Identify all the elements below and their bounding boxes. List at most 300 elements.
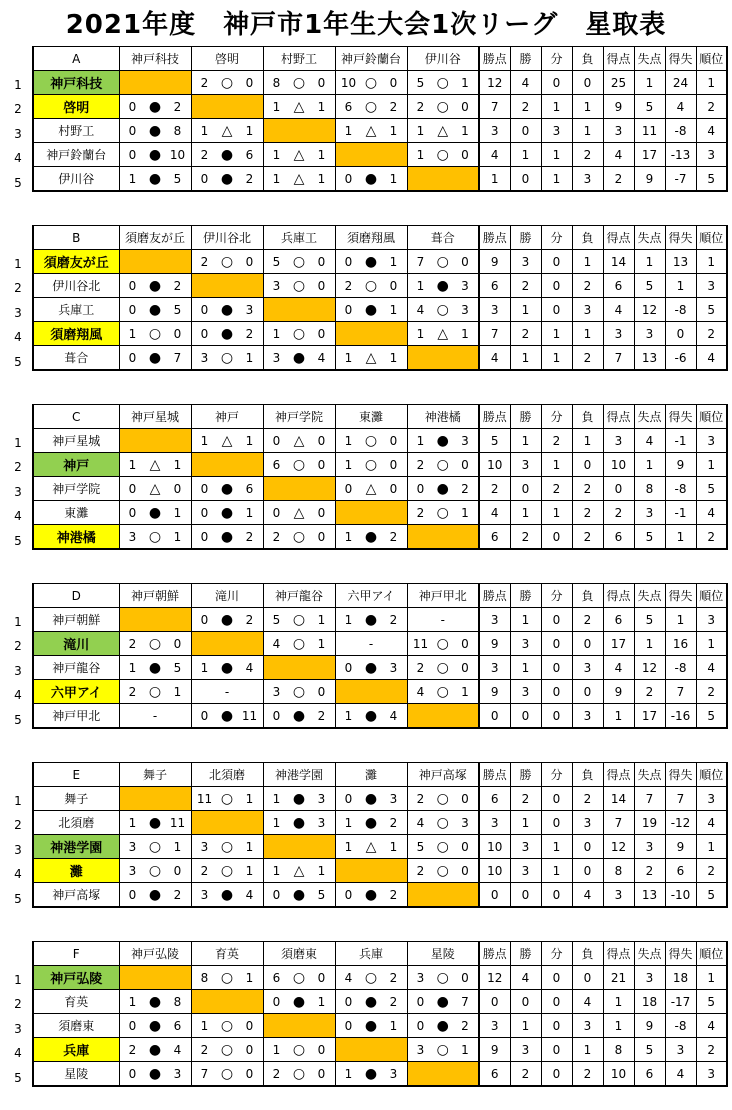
score-against: 0 <box>461 457 469 472</box>
stat-cell: 10 <box>479 453 510 477</box>
column-header-stat: 勝 <box>510 405 541 429</box>
stat-cell: 10 <box>479 835 510 859</box>
stat-cell: 7 <box>634 787 665 811</box>
match-result-cell <box>119 1014 191 1038</box>
team-name: 神戸龍谷 <box>33 656 119 680</box>
table-row <box>33 477 727 501</box>
row-number: 5 <box>14 892 22 906</box>
column-header-team: 舞子 <box>119 763 191 787</box>
match-result-cell <box>119 95 191 119</box>
match-result-cell <box>191 966 263 990</box>
team-name: 伊川谷 <box>33 167 119 192</box>
score-for: 2 <box>272 1066 281 1081</box>
row-number: 3 <box>14 126 22 141</box>
score-for: 0 <box>272 708 281 723</box>
stat-cell: 8 <box>603 859 634 883</box>
stat-cell: 0 <box>510 119 541 143</box>
score-against: 3 <box>461 815 469 830</box>
loss-mark-icon: ● <box>148 277 162 294</box>
row-number: 1 <box>14 793 22 808</box>
table-row <box>33 656 727 680</box>
stat-cell: 0 <box>479 704 510 729</box>
score-for: 3 <box>200 887 209 902</box>
table-row <box>33 322 727 346</box>
stat-cell: 1 <box>510 1014 541 1038</box>
column-header-team: 神戸学院 <box>263 405 335 429</box>
stat-cell: 24 <box>665 71 696 95</box>
score-against: 3 <box>461 302 469 317</box>
score-against: 0 <box>461 636 469 651</box>
score-for: 4 <box>416 815 425 830</box>
score-for: 0 <box>416 1018 425 1033</box>
match-result-cell <box>335 274 407 298</box>
loss-mark-icon: ● <box>148 659 162 676</box>
draw-mark-icon: △ <box>365 480 377 497</box>
score-against: 1 <box>173 684 182 699</box>
stat-cell: 5 <box>634 608 665 632</box>
match-result-cell <box>407 429 479 453</box>
self-match-cell <box>119 608 191 632</box>
column-header-stat: 分 <box>541 405 572 429</box>
match-result-cell <box>263 704 335 729</box>
loss-mark-icon: ● <box>220 707 234 724</box>
stat-cell: 0 <box>510 883 541 908</box>
stat-cell: 12 <box>634 298 665 322</box>
stat-cell: 2 <box>541 429 572 453</box>
score-for: 2 <box>200 75 209 90</box>
score-for: 1 <box>416 147 425 162</box>
stat-cell: 25 <box>603 71 634 95</box>
stat-cell: 1 <box>696 453 727 477</box>
match-result-cell <box>335 656 407 680</box>
loss-mark-icon: ● <box>148 1065 162 1082</box>
win-mark-icon: ○ <box>292 74 306 91</box>
score-against: 2 <box>389 612 398 627</box>
group-label: E <box>33 763 119 787</box>
team-name: 神戸星城 <box>33 429 119 453</box>
table-row <box>33 608 727 632</box>
stat-cell: 6 <box>603 274 634 298</box>
self-match-cell <box>263 298 335 322</box>
self-match-cell <box>119 429 191 453</box>
score-for: 0 <box>272 887 281 902</box>
match-result-cell <box>335 453 407 477</box>
team-name: 兵庫工 <box>33 298 119 322</box>
score-for: 3 <box>128 839 137 854</box>
self-match-cell <box>191 453 263 477</box>
stat-cell: 0 <box>541 1062 572 1087</box>
column-header-team: 神戸 <box>191 405 263 429</box>
stat-cell: 2 <box>572 1062 603 1087</box>
stat-cell: 1 <box>572 119 603 143</box>
match-result-cell <box>335 787 407 811</box>
score-against: 1 <box>245 970 254 985</box>
team-name: 須磨東 <box>33 1014 119 1038</box>
match-result-cell <box>191 119 263 143</box>
table-row <box>33 119 727 143</box>
match-result-cell <box>335 835 407 859</box>
stat-cell: 2 <box>572 346 603 371</box>
stat-cell: 3 <box>665 1038 696 1062</box>
row-number: 3 <box>14 663 22 678</box>
score-for: 1 <box>344 708 353 723</box>
score-against: 1 <box>245 505 254 520</box>
column-header-stat: 順位 <box>696 47 727 71</box>
score-for: 0 <box>200 612 209 627</box>
table-row <box>33 167 727 192</box>
stat-cell: 2 <box>696 95 727 119</box>
stat-cell: 0 <box>541 811 572 835</box>
score-against: 2 <box>389 815 398 830</box>
score-against: 11 <box>169 815 186 830</box>
win-mark-icon: ○ <box>436 253 449 270</box>
score-against: 1 <box>389 171 398 186</box>
score-for: 1 <box>344 1066 353 1081</box>
group-table-f <box>32 941 728 1087</box>
stat-cell: 3 <box>510 632 541 656</box>
score-against: 1 <box>389 839 398 854</box>
column-header-team: 星陵 <box>407 942 479 966</box>
score-for: 0 <box>344 481 353 496</box>
stat-cell: 10 <box>479 859 510 883</box>
stat-cell: 9 <box>479 680 510 704</box>
stat-cell: 4 <box>696 1014 727 1038</box>
match-result-cell <box>335 883 407 908</box>
win-mark-icon: ○ <box>220 790 234 807</box>
match-result-cell <box>335 1062 407 1087</box>
stat-cell: 6 <box>665 859 696 883</box>
match-result-cell <box>407 477 479 501</box>
win-mark-icon: ○ <box>148 838 162 855</box>
score-against: 2 <box>389 994 398 1009</box>
match-result-cell <box>191 525 263 550</box>
stat-cell: 1 <box>696 250 727 274</box>
win-mark-icon: ○ <box>364 98 378 115</box>
win-mark-icon: ○ <box>292 325 306 342</box>
stat-cell: 2 <box>696 525 727 550</box>
score-for: 1 <box>272 791 281 806</box>
self-match-cell <box>335 859 407 883</box>
score-for: 0 <box>128 481 137 496</box>
stat-cell: 4 <box>510 71 541 95</box>
score-against: 0 <box>389 457 398 472</box>
stat-cell: 12 <box>479 71 510 95</box>
score-for: 1 <box>416 433 425 448</box>
score-against: 2 <box>317 708 326 723</box>
table-row <box>33 1062 727 1087</box>
score-for: 5 <box>272 254 281 269</box>
score-against: 0 <box>317 433 326 448</box>
score-against: 0 <box>317 326 326 341</box>
stat-cell: 3 <box>479 811 510 835</box>
match-result-cell <box>407 656 479 680</box>
row-number: 2 <box>14 818 22 833</box>
score-against: 1 <box>245 350 254 365</box>
column-header-stat: 順位 <box>696 942 727 966</box>
self-match-cell <box>407 883 479 908</box>
stat-cell: 12 <box>479 966 510 990</box>
column-header-stat: 得点 <box>603 584 634 608</box>
table-row <box>33 811 727 835</box>
loss-mark-icon: ● <box>220 301 234 318</box>
loss-mark-icon: ● <box>364 707 378 724</box>
score-against: 1 <box>317 636 326 651</box>
score-for: 6 <box>272 457 281 472</box>
draw-mark-icon: △ <box>437 122 449 139</box>
score-against: 0 <box>317 75 326 90</box>
stat-cell: 1 <box>510 298 541 322</box>
column-header-stat: 勝 <box>510 584 541 608</box>
stat-cell: 3 <box>479 298 510 322</box>
column-header-stat: 分 <box>541 584 572 608</box>
stat-cell: 2 <box>572 787 603 811</box>
stat-cell: 21 <box>603 966 634 990</box>
score-against: 1 <box>461 75 469 90</box>
stat-cell: 3 <box>696 1062 727 1087</box>
score-for: 1 <box>128 660 137 675</box>
match-result-cell <box>407 453 479 477</box>
score-against: 1 <box>317 171 326 186</box>
row-number: 5 <box>14 355 22 369</box>
loss-mark-icon: ● <box>148 1017 162 1034</box>
score-against: 4 <box>245 660 254 675</box>
score-for: 0 <box>344 171 353 186</box>
stat-cell: -1 <box>665 429 696 453</box>
column-header-stat: 勝点 <box>479 763 510 787</box>
stat-cell: 0 <box>572 680 603 704</box>
match-result-cell <box>335 525 407 550</box>
loss-mark-icon: ● <box>436 993 449 1010</box>
table-row <box>33 429 727 453</box>
score-against: 1 <box>245 433 254 448</box>
stat-cell: 3 <box>510 835 541 859</box>
column-header-stat: 分 <box>541 763 572 787</box>
match-result-cell <box>407 250 479 274</box>
win-mark-icon: ○ <box>436 146 449 163</box>
score-against: 2 <box>389 887 398 902</box>
stat-cell: 0 <box>510 704 541 729</box>
stat-cell: 3 <box>479 656 510 680</box>
loss-mark-icon: ● <box>148 170 162 187</box>
score-against: 0 <box>389 433 398 448</box>
team-name: 神戸学院 <box>33 477 119 501</box>
score-for: 2 <box>200 147 209 162</box>
score-for: 1 <box>128 994 137 1009</box>
score-against: 0 <box>317 278 326 293</box>
stat-cell: 2 <box>510 322 541 346</box>
match-result-cell <box>263 787 335 811</box>
stat-cell: 1 <box>541 859 572 883</box>
stat-cell: 0 <box>541 250 572 274</box>
stat-cell: 7 <box>603 811 634 835</box>
self-match-cell <box>191 632 263 656</box>
column-header-stat: 得点 <box>603 942 634 966</box>
score-for: 0 <box>128 123 137 138</box>
stat-cell: 6 <box>479 525 510 550</box>
score-against: 1 <box>461 123 469 138</box>
score-against: 4 <box>245 887 254 902</box>
win-mark-icon: ○ <box>436 969 449 986</box>
stat-cell: 2 <box>510 1062 541 1087</box>
stat-cell: 2 <box>541 477 572 501</box>
self-match-cell <box>119 250 191 274</box>
match-result-cell <box>263 429 335 453</box>
stat-cell: 0 <box>541 274 572 298</box>
score-for: 11 <box>196 791 213 806</box>
score-for: 1 <box>344 839 353 854</box>
draw-mark-icon: △ <box>365 838 377 855</box>
draw-mark-icon: △ <box>221 122 233 139</box>
match-result-cell <box>119 501 191 525</box>
group-table-a <box>32 46 728 192</box>
stat-cell: 3 <box>696 608 727 632</box>
score-for: 3 <box>272 684 281 699</box>
score-against: 2 <box>461 1018 469 1033</box>
self-match-cell <box>119 966 191 990</box>
score-for: 1 <box>416 326 425 341</box>
stat-cell: 0 <box>572 966 603 990</box>
stat-cell: 3 <box>572 298 603 322</box>
self-match-cell <box>191 274 263 298</box>
score-against: 7 <box>173 350 182 365</box>
stat-cell: 2 <box>696 1038 727 1062</box>
stat-cell: 1 <box>572 429 603 453</box>
stat-cell: 5 <box>696 883 727 908</box>
stat-cell: 3 <box>572 811 603 835</box>
draw-mark-icon: △ <box>293 98 305 115</box>
win-mark-icon: ○ <box>292 635 306 652</box>
win-mark-icon: ○ <box>292 969 306 986</box>
score-against: 1 <box>389 254 398 269</box>
loss-mark-icon: ● <box>148 1041 162 1058</box>
row-number: 2 <box>14 281 22 296</box>
table-row <box>33 990 727 1014</box>
match-result-cell <box>119 298 191 322</box>
match-result-cell <box>119 656 191 680</box>
score-for: 0 <box>272 433 281 448</box>
stat-cell: 0 <box>541 704 572 729</box>
score-against: 3 <box>461 278 469 293</box>
score-for: 0 <box>344 791 353 806</box>
stat-cell: 6 <box>479 274 510 298</box>
stat-cell: 9 <box>665 453 696 477</box>
stat-cell: 17 <box>603 632 634 656</box>
score-against: 3 <box>317 791 326 806</box>
score-for: 0 <box>416 994 425 1009</box>
score-for: 1 <box>416 278 425 293</box>
stat-cell: 1 <box>541 95 572 119</box>
team-name: 北須磨 <box>33 811 119 835</box>
score-for: 8 <box>272 75 281 90</box>
stat-cell: -6 <box>665 346 696 371</box>
column-header-stat: 順位 <box>696 763 727 787</box>
match-result-cell <box>407 71 479 95</box>
match-result-cell <box>191 477 263 501</box>
table-row <box>33 453 727 477</box>
table-row <box>33 883 727 908</box>
stat-cell: 8 <box>603 1038 634 1062</box>
row-number: 1 <box>14 972 22 987</box>
group-label: C <box>33 405 119 429</box>
stat-cell: 3 <box>572 167 603 192</box>
row-number: 1 <box>14 256 22 271</box>
match-result-cell <box>407 680 479 704</box>
column-header-stat: 失点 <box>634 226 665 250</box>
self-match-cell <box>407 167 479 192</box>
score-against: 2 <box>389 99 398 114</box>
column-header-stat: 順位 <box>696 584 727 608</box>
stat-cell: 0 <box>541 298 572 322</box>
match-result-cell <box>119 811 191 835</box>
column-header-team: 滝川 <box>191 584 263 608</box>
loss-mark-icon: ● <box>148 504 162 521</box>
team-name: 兵庫 <box>33 1038 119 1062</box>
stat-cell: 1 <box>696 835 727 859</box>
stat-cell: 1 <box>510 429 541 453</box>
group-table-c <box>32 404 728 550</box>
score-against: 1 <box>317 147 326 162</box>
team-name: 須磨翔風 <box>33 322 119 346</box>
loss-mark-icon: ● <box>220 528 234 545</box>
stat-cell: 2 <box>510 525 541 550</box>
win-mark-icon: ○ <box>220 1065 234 1082</box>
win-mark-icon: ○ <box>436 74 449 91</box>
self-match-cell <box>407 1062 479 1087</box>
win-mark-icon: ○ <box>220 253 234 270</box>
column-header-stat: 勝点 <box>479 47 510 71</box>
row-number: 3 <box>14 842 22 857</box>
stat-cell: 3 <box>510 1038 541 1062</box>
match-result-cell <box>191 883 263 908</box>
self-match-cell <box>335 322 407 346</box>
stat-cell: 13 <box>634 346 665 371</box>
stat-cell: 11 <box>634 119 665 143</box>
stat-cell: 1 <box>665 525 696 550</box>
stat-cell: 3 <box>603 322 634 346</box>
loss-mark-icon: ● <box>364 790 378 807</box>
stat-cell: -8 <box>665 656 696 680</box>
column-header-stat: 分 <box>541 226 572 250</box>
score-against: 0 <box>317 529 326 544</box>
stat-cell: 1 <box>572 250 603 274</box>
match-result-cell <box>407 966 479 990</box>
win-mark-icon: ○ <box>292 253 306 270</box>
column-header-stat: 得失 <box>665 226 696 250</box>
score-for: 6 <box>344 99 353 114</box>
score-for: 7 <box>200 1066 209 1081</box>
match-result-cell <box>119 453 191 477</box>
stat-cell: 2 <box>510 787 541 811</box>
stat-cell: 2 <box>603 167 634 192</box>
stat-cell: 3 <box>634 966 665 990</box>
stat-cell: 1 <box>696 632 727 656</box>
score-for: 1 <box>272 326 281 341</box>
draw-mark-icon: △ <box>149 480 161 497</box>
match-result-cell <box>263 883 335 908</box>
no-match-mark: - <box>152 708 158 723</box>
stat-cell: 5 <box>634 274 665 298</box>
score-against: 5 <box>173 171 182 186</box>
match-result-cell <box>263 167 335 192</box>
win-mark-icon: ○ <box>220 862 234 879</box>
match-result-cell <box>263 525 335 550</box>
team-name: 星陵 <box>33 1062 119 1087</box>
score-against: 1 <box>245 791 254 806</box>
stat-cell: 5 <box>634 95 665 119</box>
column-header-team: 兵庫工 <box>263 226 335 250</box>
score-for: 1 <box>200 123 209 138</box>
win-mark-icon: ○ <box>148 635 162 652</box>
